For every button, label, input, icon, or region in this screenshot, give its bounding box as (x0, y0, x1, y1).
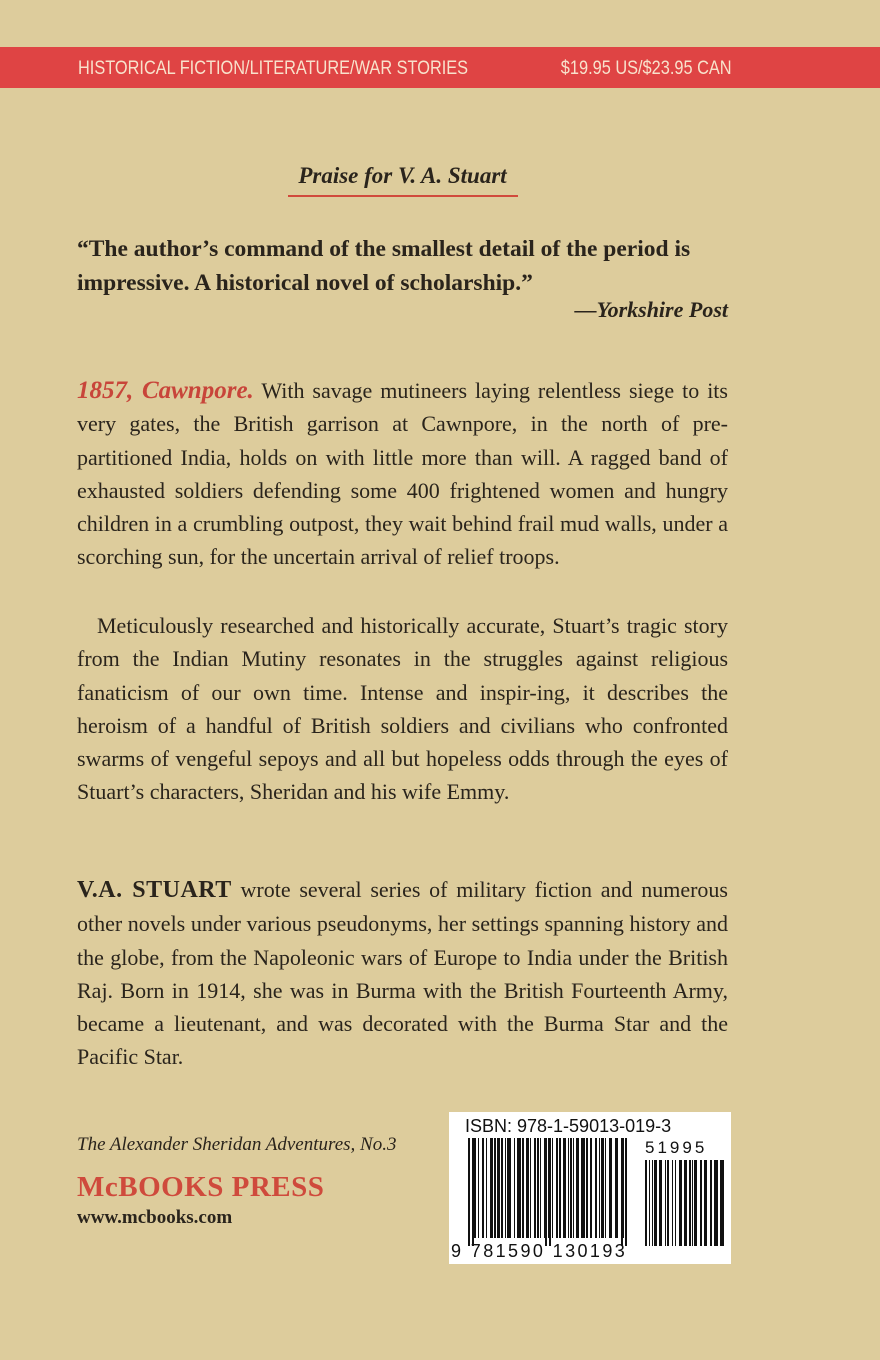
praise-heading: Praise for V. A. Stuart (298, 163, 507, 188)
series-title: The Alexander Sheridan Adventures, No.3 (77, 1134, 397, 1155)
description-lead: 1857, Cawnpore. (77, 377, 254, 404)
quote-source: —Yorkshire Post (574, 297, 728, 322)
category-price-band (0, 47, 880, 88)
isbn-label: ISBN: 978-1-59013-019-3 (465, 1116, 672, 1136)
genre-categories: HISTORICAL FICTION/LITERATURE/WAR STORIES (78, 58, 469, 79)
barcode-digits: 9 781590 130193 (451, 1241, 628, 1261)
praise-underline (288, 195, 518, 197)
price-code: 51995 (645, 1138, 708, 1157)
description-paragraph-1 (77, 374, 728, 574)
author-bio-text: wrote several series of military fiction and numerous other novels under various pseudonyms, her settings spanning history and the globe, from the Napoleonic wars of Europe to India under the British Raj. Born in 1914, she was in Burma with the British Fourteenth Army, became a lieutenant, and was decorated with the Burma Star and the Pacific Star. (77, 877, 728, 1070)
description-text-1: With savage mutineers laying relentless siege to its very gates, the British garrison at Cawnpore, in the north of pre-partitioned India, holds on with little more than will. A ragged band of exhausted soldiers defending some 400 frightened women and hungry children in a crumbling outpost, they wait behind frail mud walls, under a scorching sun, for the uncertain arrival of relief troops. (77, 378, 728, 570)
isbn-barcode (449, 1112, 731, 1264)
publisher-website: www.mcbooks.com (77, 1207, 233, 1228)
price-label: $19.95 US/$23.95 CAN (561, 58, 732, 79)
review-quote: “The author’s command of the smallest detail of the period is impressive. A historical novel of scholarship.” (77, 236, 691, 296)
publisher-name: McBOOKS PRESS (77, 1171, 325, 1203)
author-bio (77, 873, 728, 1074)
author-name: V.A. STUART (77, 877, 232, 903)
description-paragraph-2: Meticulously researched and historically accurate, Stuart’s tragic story from the Indian Mutiny resonates in the struggles against religious fanaticism of our own time. Intense and inspir-ing, it describes the heroism of a handful of British soldiers and civilians who confronted swarms of vengeful sepoys and all but hopeless odds through the eyes of Stuart’s characters, Sheridan and his wife Emmy. (77, 613, 728, 805)
